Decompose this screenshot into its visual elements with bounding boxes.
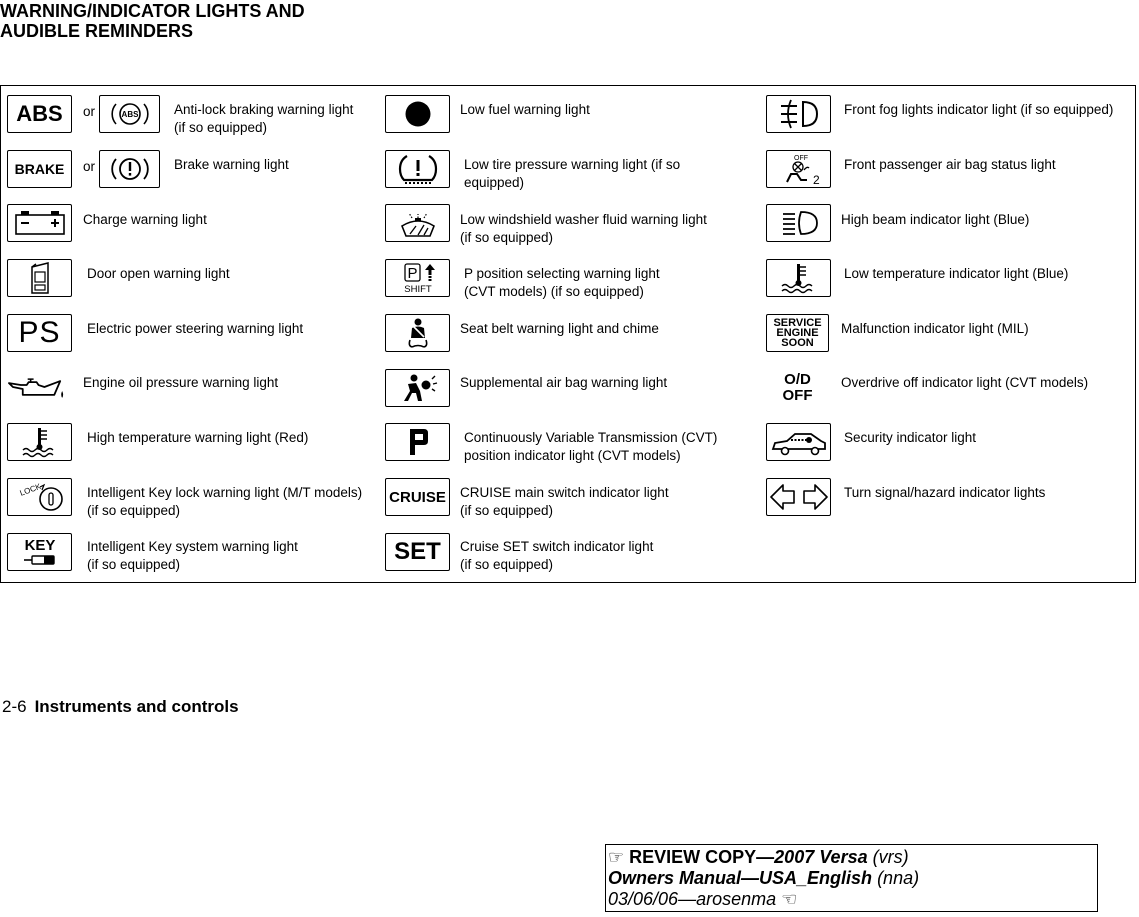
tire-pressure-warning-light-text: Low tire pressure warning light (if so equipped) [464, 157, 681, 190]
svg-text:P: P [406, 265, 418, 282]
passenger-air-bag-icon [766, 150, 831, 188]
abs-circle-icon [99, 95, 160, 133]
seat-belt-icon [385, 314, 450, 352]
indicator-lights-table [0, 85, 1136, 583]
cvt-position-indicator-light-text: Continuously Variable Transmission (CVT) position indicator light (CVT models) [464, 430, 718, 463]
door-open-icon [7, 259, 72, 297]
abs-warning-light-text: Anti-lock braking warning light (if so equipped) [174, 102, 354, 135]
oil-can-icon [7, 369, 72, 407]
low-temperature-indicator-text: Low temperature indicator light (Blue) [844, 266, 1069, 281]
abs-icon: ABS [7, 95, 72, 133]
charge-warning-light-text: Charge warning light [83, 212, 207, 227]
high-temperature-warning-light-text: High temperature warning light (Red) [87, 430, 309, 445]
page-footer [2, 697, 239, 717]
page-title: WARNING/INDICATOR LIGHTS AND AUDIBLE REMINDERS [0, 1, 305, 41]
ikey-lock-warning-light-text: Intelligent Key lock warning light (M/T models) (if so equipped) [87, 485, 363, 518]
key-system-icon [7, 533, 72, 571]
svg-text:LOCK: LOCK [18, 481, 42, 498]
high-beam-indicator-text: High beam indicator light (Blue) [841, 212, 1030, 227]
low-temperature-icon [766, 259, 831, 297]
turn-signal-icon [766, 478, 831, 516]
key-lock-icon [7, 478, 72, 516]
cruise-set-switch-light-text: Cruise SET switch indicator light (if so equipped) [460, 539, 654, 572]
turn-signal-indicator-text: Turn signal/hazard indicator lights [844, 485, 1046, 500]
overdrive-off-indicator-text: Overdrive off indicator light (CVT models) [841, 375, 1089, 390]
high-temperature-icon [7, 423, 72, 461]
service-engine-soon-icon: SERVICE ENGINE SOON [766, 314, 829, 352]
svg-text:KEY: KEY [24, 537, 55, 554]
washer-fluid-icon [385, 204, 450, 242]
tire-pressure-icon [385, 150, 450, 188]
fog-light-icon [766, 95, 831, 133]
air-bag-icon [385, 369, 450, 407]
brake-circle-icon [99, 150, 160, 188]
oil-pressure-warning-light-text: Engine oil pressure warning light [83, 375, 279, 390]
svg-text:ABS: ABS [121, 110, 138, 119]
cvt-p-icon [385, 423, 450, 461]
ikey-system-warning-light-text: Intelligent Key system warning light (if so equipped) [87, 539, 298, 572]
or-label: or [83, 159, 96, 174]
air-bag-warning-light-text: Supplemental air bag warning light [460, 375, 668, 390]
security-indicator-text: Security indicator light [844, 430, 977, 445]
overdrive-off-icon: O/D OFF [766, 369, 829, 407]
section-title: Instruments and controls [34, 697, 239, 716]
security-icon [766, 423, 831, 461]
high-beam-icon [766, 204, 831, 242]
low-fuel-warning-light-text: Low fuel warning light [460, 102, 590, 117]
fog-lights-indicator-text: Front fog lights indicator light (if so equipped) [844, 102, 1114, 117]
low-fuel-icon [385, 95, 450, 133]
eps-warning-light-text: Electric power steering warning light [87, 321, 304, 336]
svg-text:SHIFT: SHIFT [403, 284, 432, 295]
p-shift-icon [385, 259, 450, 297]
cruise-icon: CRUISE [385, 478, 450, 516]
pointing-hand-icon: ☜ [776, 889, 798, 909]
pointing-hand-icon: ☞ [608, 847, 630, 867]
svg-text:OFF: OFF [793, 155, 808, 162]
svg-text:2: 2 [812, 173, 820, 186]
p-position-warning-light-text: P position selecting warning light (CVT models) (if so equipped) [464, 266, 660, 299]
door-open-warning-light-text: Door open warning light [87, 266, 230, 281]
passenger-air-bag-status-text: Front passenger air bag status light [844, 157, 1056, 172]
cruise-main-switch-light-text: CRUISE main switch indicator light (if so equipped) [460, 485, 669, 518]
cruise-set-icon: SET [385, 533, 450, 571]
washer-fluid-warning-light-text: Low windshield washer fluid warning light (if so equipped) [460, 212, 707, 245]
power-steering-icon: PS [7, 314, 72, 352]
page-number: 2-6 [2, 697, 27, 716]
or-label: or [83, 104, 96, 119]
battery-icon [7, 204, 72, 242]
review-copy-box: ☞ REVIEW COPY—2007 Versa (vrs) Owners Manual—USA_English (nna) 03/06/06—arosenma ☜ [605, 844, 1098, 912]
brake-warning-light-text: Brake warning light [174, 157, 289, 172]
seat-belt-warning-light-text: Seat belt warning light and chime [460, 321, 659, 336]
malfunction-indicator-text: Malfunction indicator light (MIL) [841, 321, 1029, 336]
brake-icon: BRAKE [7, 150, 72, 188]
